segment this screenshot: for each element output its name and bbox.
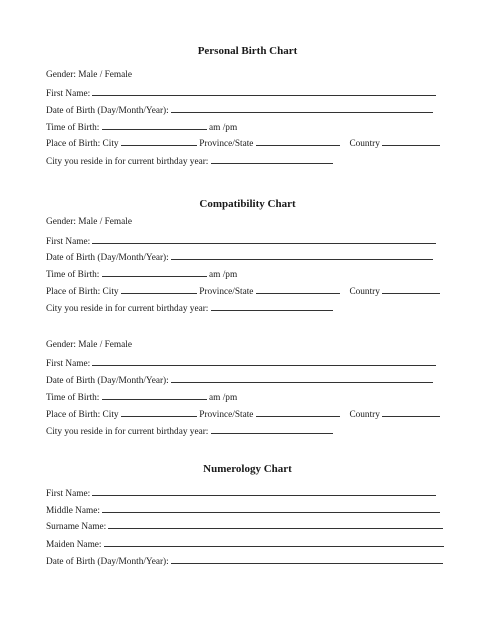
country-label: Country (349, 139, 380, 149)
numerology-surname-row (46, 520, 443, 533)
province-field[interactable] (256, 408, 340, 417)
compat1-dob-row (46, 251, 433, 264)
first-name-field[interactable] (92, 235, 436, 244)
first-name-field[interactable] (92, 87, 436, 96)
time-label: Time of Birth: (46, 393, 100, 403)
dob-label: Date of Birth (Day/Month/Year): (46, 557, 169, 567)
surname-field[interactable] (108, 520, 443, 529)
first-name-label: First Name: (46, 489, 91, 499)
province-label: Province/State (199, 287, 254, 297)
personal-time-row (46, 121, 237, 134)
compat2-place-row (46, 408, 440, 421)
province-label: Province/State (199, 139, 254, 149)
ampm-label: am /pm (209, 123, 238, 133)
dob-label: Date of Birth (Day/Month/Year): (46, 376, 169, 386)
time-label: Time of Birth: (46, 270, 100, 280)
personal-gender-row (46, 70, 132, 81)
numerology-maiden-name-row (46, 538, 444, 551)
dob-label: Date of Birth (Day/Month/Year): (46, 106, 169, 116)
city-reside-field[interactable] (211, 425, 333, 434)
personal-city-reside-row (46, 155, 333, 168)
numerology-first-name-row (46, 487, 436, 500)
city-reside-label: City you reside in for current birthday year: (46, 157, 209, 167)
numerology-dob-row (46, 555, 443, 568)
dob-label: Date of Birth (Day/Month/Year): (46, 253, 169, 263)
first-name-label: First Name: (46, 237, 91, 247)
province-field[interactable] (256, 285, 340, 294)
ampm-label: am /pm (209, 393, 238, 403)
first-name-label: First Name: (46, 359, 91, 369)
gender-label: Gender: Male / Female (46, 70, 132, 80)
compat1-first-name-row (46, 235, 436, 248)
province-label: Province/State (199, 410, 254, 420)
maiden-name-field[interactable] (104, 538, 444, 547)
city-field[interactable] (121, 137, 197, 146)
city-field[interactable] (121, 285, 197, 294)
time-label: Time of Birth: (46, 123, 100, 133)
compatibility-chart-title: Compatibility Chart (199, 198, 296, 210)
numerology-chart-title: Numerology Chart (203, 463, 292, 475)
place-city-label: Place of Birth: City (46, 287, 119, 297)
compat1-city-reside-row (46, 302, 333, 315)
place-city-label: Place of Birth: City (46, 139, 119, 149)
country-field[interactable] (382, 137, 440, 146)
city-reside-label: City you reside in for current birthday year: (46, 427, 209, 437)
time-field[interactable] (102, 391, 207, 400)
personal-dob-row (46, 104, 433, 117)
dob-field[interactable] (171, 251, 433, 260)
compat1-gender-row (46, 217, 132, 228)
place-city-label: Place of Birth: City (46, 410, 119, 420)
personal-place-row (46, 137, 440, 150)
compat2-gender-row (46, 340, 132, 351)
middle-name-label: Middle Name: (46, 506, 100, 516)
first-name-field[interactable] (92, 487, 436, 496)
compat2-city-reside-row (46, 425, 333, 438)
personal-first-name-row (46, 87, 436, 100)
numerology-middle-name-row (46, 504, 440, 517)
maiden-name-label: Maiden Name: (46, 540, 102, 550)
gender-label: Gender: Male / Female (46, 217, 132, 227)
ampm-label: am /pm (209, 270, 238, 280)
compat2-time-row (46, 391, 237, 404)
compat2-first-name-row (46, 357, 436, 370)
province-field[interactable] (256, 137, 340, 146)
city-reside-label: City you reside in for current birthday year: (46, 304, 209, 314)
city-reside-field[interactable] (211, 155, 333, 164)
dob-field[interactable] (171, 374, 433, 383)
country-field[interactable] (382, 285, 440, 294)
dob-field[interactable] (171, 104, 433, 113)
middle-name-field[interactable] (102, 504, 440, 513)
city-reside-field[interactable] (211, 302, 333, 311)
country-field[interactable] (382, 408, 440, 417)
city-field[interactable] (121, 408, 197, 417)
surname-label: Surname Name: (46, 522, 107, 532)
compat1-time-row (46, 268, 237, 281)
time-field[interactable] (102, 268, 207, 277)
compat2-dob-row (46, 374, 433, 387)
country-label: Country (349, 287, 380, 297)
first-name-field[interactable] (92, 357, 436, 366)
dob-field[interactable] (171, 555, 443, 564)
first-name-label: First Name: (46, 89, 91, 99)
country-label: Country (349, 410, 380, 420)
personal-birth-chart-title: Personal Birth Chart (197, 45, 298, 57)
time-field[interactable] (102, 121, 207, 130)
gender-label: Gender: Male / Female (46, 340, 132, 350)
compat1-place-row (46, 285, 440, 298)
